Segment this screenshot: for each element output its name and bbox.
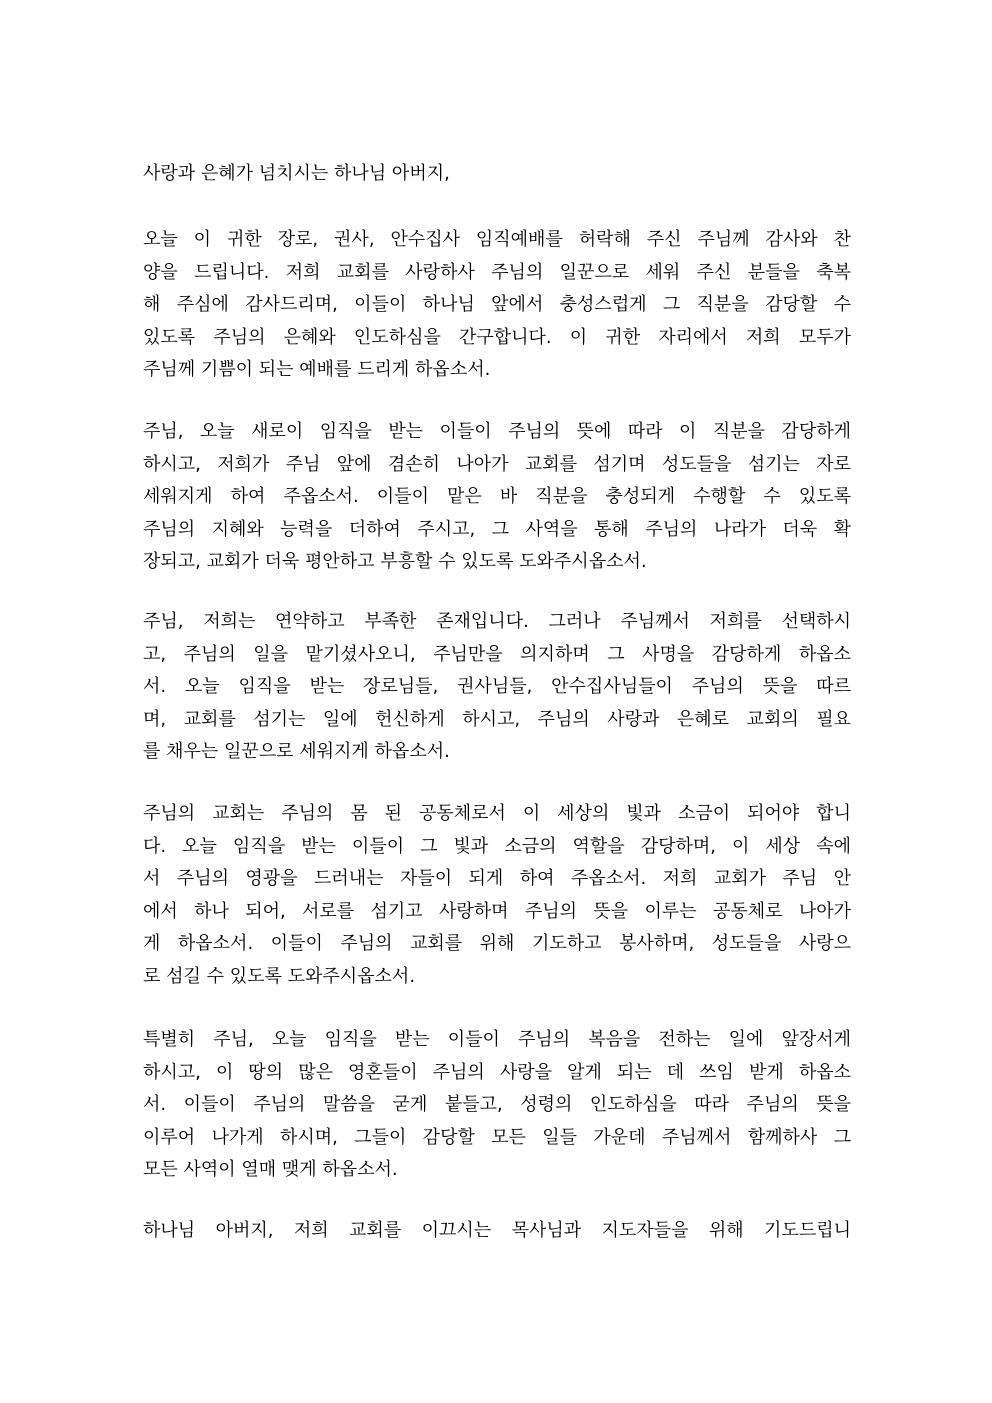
paragraph-line: 장되고, 교회가 더욱 평안하고 부흥할 수 있도록 도와주시옵소서. [143,551,647,573]
paragraph-line: 며, 교회를 섬기는 일에 헌신하게 하시고, 주님의 사랑과 은혜로 교회의 필요 [143,708,851,730]
paragraph-line: 주님께 기쁨이 되는 예배를 드리게 하옵소서. [143,359,491,381]
paragraph-line: 에서 하나 되어, 서로를 섬기고 사랑하며 주님의 뜻을 이루는 공동체로 나아가 [143,900,851,922]
paragraph-line: 게 하옵소서. 이들이 주님의 교회를 위해 기도하고 봉사하며, 성도들을 사랑으 [143,933,851,955]
paragraph-2 [143,416,851,579]
paragraph-line: 모든 사역이 열매 맺게 하옵소서. [143,1159,398,1181]
greeting-text: 사랑과 은혜가 넘치시는 하나님 아버지, [143,163,450,184]
paragraph-line: 주님의 교회는 주님의 몸 된 공동체로서 이 세상의 빛과 소금이 되어야 합니 [143,803,851,824]
greeting-line [143,158,851,191]
paragraph-line: 해 주심에 감사드리며, 이들이 하나님 앞에서 충성스럽게 그 직분을 감당할 수 [143,294,851,316]
paragraph-line: 주님, 오늘 새로이 임직을 받는 이들이 주님의 뜻에 따라 이 직분을 감당하게 [143,421,851,442]
paragraph-5 [143,1024,851,1187]
paragraph-line: 하나님 아버지, 저희 교회를 이끄시는 목사님과 지도자들을 위해 기도드립니 [143,1220,851,1241]
paragraph-3 [143,606,851,769]
paragraph-line: 고, 주님의 일을 맡기셨사오니, 주님만을 의지하며 그 사명을 감당하게 하옵소 [143,643,851,665]
paragraph-line: 오늘 이 귀한 장로, 권사, 안수집사 임직예배를 허락해 주신 주님께 감사와 찬 [143,229,851,250]
paragraph-line: 이루어 나가게 하시며, 그들이 감당할 모든 일들 가운데 주님께서 함께하사 그 [143,1126,851,1148]
paragraph-line: 서. 이들이 주님의 말씀을 굳게 붙들고, 성령의 인도하심을 따라 주님의 뜻을 [143,1094,851,1116]
paragraph-line: 세워지게 하여 주옵소서. 이들이 맡은 바 직분을 충성되게 수행할 수 있도록 [143,486,851,508]
paragraph-line: 서. 오늘 임직을 받는 장로님들, 권사님들, 안수집사님들이 주님의 뜻을 따르 [143,676,851,698]
paragraph-6 [143,1215,851,1248]
paragraph-line: 하시고, 이 땅의 많은 영혼들이 주님의 사랑을 알게 되는 데 쓰임 받게 하옵소 [143,1061,851,1083]
paragraph-line: 다. 오늘 임직을 받는 이들이 그 빛과 소금의 역할을 감당하며, 이 세상 속에 [143,835,851,857]
paragraph-line: 주님의 지혜와 능력을 더하여 주시고, 그 사역을 통해 주님의 나라가 더욱 확 [143,518,851,540]
paragraph-line: 특별히 주님, 오늘 임직을 받는 이들이 주님의 복음을 전하는 일에 앞장서게 [143,1029,851,1050]
paragraph-line: 주님, 저희는 연약하고 부족한 존재입니다. 그러나 주님께서 저희를 선택하시 [143,611,851,632]
paragraph-line: 로 섬길 수 있도록 도와주시옵소서. [143,965,416,987]
paragraph-line: 있도록 주님의 은혜와 인도하심을 간구합니다. 이 귀한 자리에서 저희 모두가 [143,326,851,348]
paragraph-line: 를 채우는 일꾼으로 세워지게 하옵소서. [143,741,450,763]
paragraph-line: 하시고, 저희가 주님 앞에 겸손히 나아가 교회를 섬기며 성도들을 섬기는 자로 [143,453,851,475]
paragraph-1 [143,224,851,387]
paragraph-line: 양을 드립니다. 저희 교회를 사랑하사 주님의 일꾼으로 세워 주신 분들을 축복 [143,261,851,283]
paragraph-line: 서 주님의 영광을 드러내는 자들이 되게 하여 주옵소서. 저희 교회가 주님 안 [143,868,851,890]
paragraph-4 [143,798,851,994]
